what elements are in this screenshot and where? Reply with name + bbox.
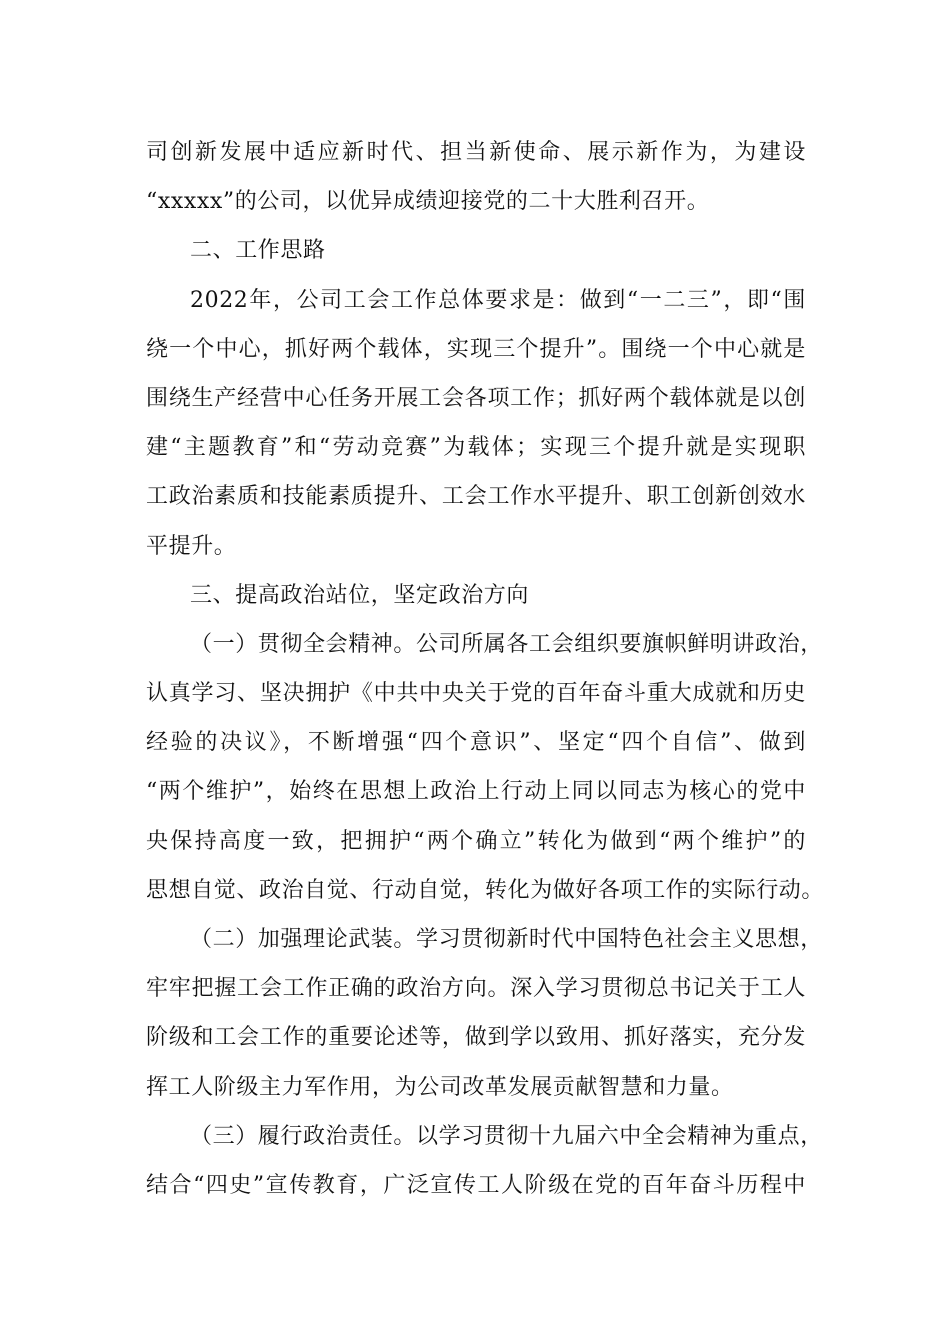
text-line: 经验的决议》，不断增强“四个意识”、坚定“四个自信”、做到	[146, 730, 806, 756]
document-body	[146, 128, 825, 1210]
text-line: 思想自觉、政治自觉、行动自觉，转化为做好各项工作的实际行动。	[146, 877, 825, 903]
text-line: 建“主题教育”和“劳动竞赛”为载体；实现三个提升就是实现职	[146, 435, 806, 461]
text-line: 阶级和工会工作的重要论述等，做到学以致用、抓好落实，充分发	[146, 1025, 806, 1051]
text-line: 司创新发展中适应新时代、担当新使命、展示新作为，为建设	[146, 140, 806, 165]
text-line: 二、工作思路	[190, 238, 326, 264]
text-line: （三）履行政治责任。以学习贯彻十九届六中全会精神为重点，	[190, 1123, 823, 1149]
text-line: 认真学习、坚决拥护《中共中央关于党的百年奋斗重大成就和历史	[146, 681, 806, 707]
text-line: 绕一个中心，抓好两个载体，实现三个提升”。围绕一个中心就是	[146, 336, 806, 362]
text-line: 挥工人阶级主力军作用，为公司改革发展贡献智慧和力量。	[146, 1074, 734, 1100]
text-line: 2022年，公司工会工作总体要求是：做到“一二三”，即“围	[190, 287, 806, 313]
text-line: 平提升。	[146, 533, 237, 559]
text-line: 三、提高政治站位，坚定政治方向	[190, 582, 530, 608]
text-line: 工政治素质和技能素质提升、工会工作水平提升、职工创新创效水	[146, 484, 806, 510]
text-line: 央保持高度一致，把拥护“两个确立”转化为做到“两个维护”的	[146, 828, 806, 854]
text-line: 结合“四史”宣传教育，广泛宣传工人阶级在党的百年奋斗历程中	[146, 1172, 806, 1198]
text-line: （二）加强理论武装。学习贯彻新时代中国特色社会主义思想，	[190, 927, 823, 952]
text-line: 牢牢把握工会工作正确的政治方向。深入学习贯彻总书记关于工人	[146, 976, 806, 1002]
text-line: “xxxxx”的公司，以优异成绩迎接党的二十大胜利召开。	[146, 189, 710, 215]
text-line: 围绕生产经营中心任务开展工会各项工作；抓好两个载体就是以创	[146, 385, 806, 411]
text-line: “两个维护”，始终在思想上政治上行动上同以同志为核心的党中	[146, 779, 806, 805]
text-line: （一）贯彻全会精神。公司所属各工会组织要旗帜鲜明讲政治，	[190, 631, 823, 657]
